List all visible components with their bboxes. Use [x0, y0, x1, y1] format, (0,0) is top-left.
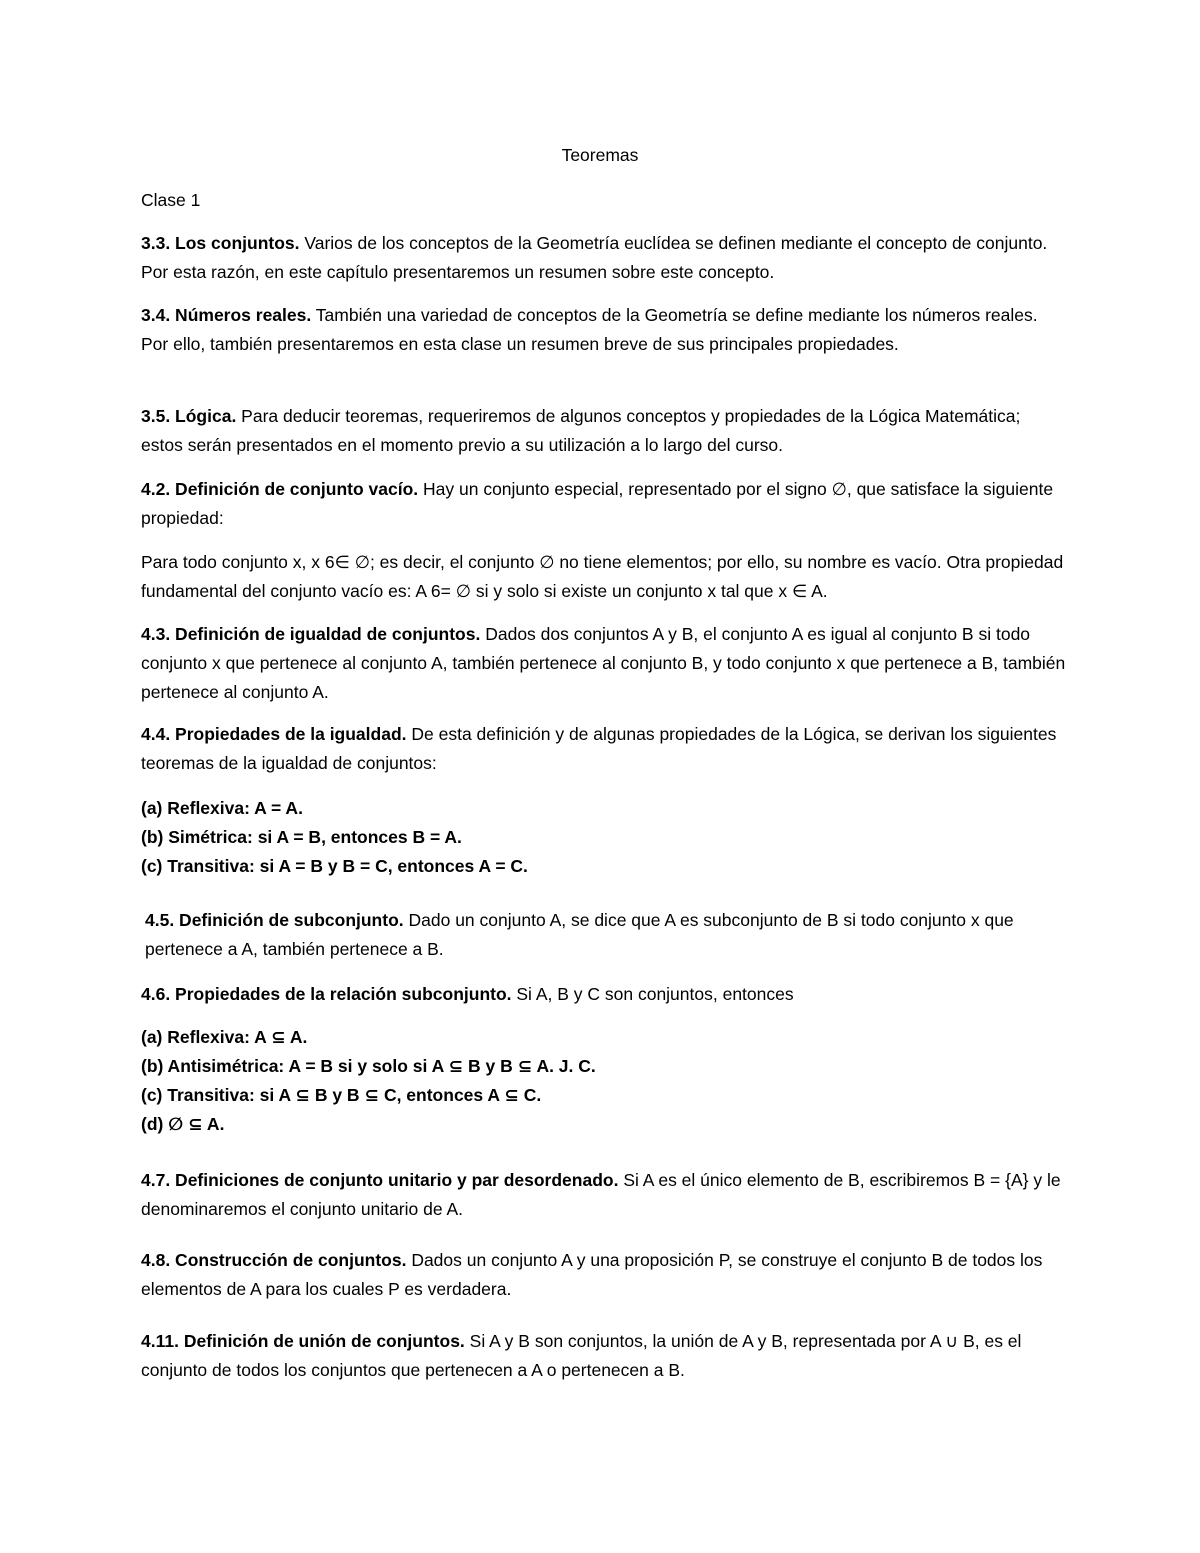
paragraph-text: Dado un conjunto A, se dice que A es subconjunto de B si todo conjunto x que pertenece a A, también pertenece a B. [145, 910, 1014, 959]
paragraph-4-4 [141, 720, 1066, 778]
paragraph-4-2 [141, 475, 1066, 533]
list-item: (c) Transitiva: si A ⊆ B y B ⊆ C, entonces A ⊆ C. [141, 1085, 542, 1105]
section-heading: Clase 1 [141, 190, 201, 210]
paragraph-4-11 [141, 1327, 1066, 1385]
paragraph-heading: 3.4. Números reales. [141, 305, 312, 325]
list-item: (b) Antisimétrica: A = B si y solo si A ⊆ B y B ⊆ A. J. C. [141, 1056, 596, 1076]
paragraph-text: Varios de los conceptos de la Geometría euclídea se definen mediante el concepto de conjunto. Por esta razón, en este capítulo presentaremos un resumen sobre este concepto. [141, 233, 1048, 282]
paragraph-text: Para todo conjunto x, x 6∈ ∅; es decir, el conjunto ∅ no tiene elementos; por ello, su nombre es vacío. Otra propiedad fundamental del conjunto vacío es: A 6= ∅ si y solo si existe un conjunto x tal que x ∈ A. [141, 552, 1064, 601]
paragraph-heading: 4.8. Construcción de conjuntos. [141, 1250, 407, 1270]
paragraph-3-5 [141, 402, 1066, 460]
paragraph-4-5 [145, 906, 1070, 964]
paragraph-3-3 [141, 229, 1066, 287]
list-item: (b) Simétrica: si A = B, entonces B = A. [141, 827, 462, 847]
paragraph-4-2-property [141, 548, 1066, 606]
paragraph-4-7 [141, 1166, 1066, 1224]
paragraph-text: Si A y B son conjuntos, la unión de A y B, representada por A ∪ B, es el conjunto de todos los conjuntos que pertenecen a A o pertenecen a B. [141, 1331, 1022, 1380]
paragraph-text: Hay un conjunto especial, representado por el signo ∅, que satisface la siguiente propiedad: [141, 479, 1054, 528]
paragraph-3-4 [141, 301, 1066, 359]
paragraph-text: También una variedad de conceptos de la Geometría se define mediante los números reales. Por ello, también presentaremos en esta clase un resumen breve de sus principales propiedades. [141, 305, 1038, 354]
paragraph-heading: 4.6. Propiedades de la relación subconjunto. [141, 984, 512, 1004]
paragraph-heading: 3.5. Lógica. [141, 406, 237, 426]
paragraph-4-6 [141, 980, 1066, 1009]
paragraph-heading: 4.11. Definición de unión de conjuntos. [141, 1331, 465, 1351]
paragraph-4-8 [141, 1246, 1066, 1304]
paragraph-text: Si A es el único elemento de B, escribiremos B = {A} y le denominaremos el conjunto unitario de A. [141, 1170, 1061, 1219]
paragraph-heading: 4.5. Definición de subconjunto. [145, 910, 404, 930]
paragraph-text: Para deducir teoremas, requeriremos de algunos conceptos y propiedades de la Lógica Matemática; estos serán presentados en el momento previo a su utilización a lo largo del curso. [141, 406, 1021, 455]
paragraph-heading: 3.3. Los conjuntos. [141, 233, 300, 253]
paragraph-heading: 4.3. Definición de igualdad de conjuntos. [141, 624, 481, 644]
list-item: (d) ∅ ⊆ A. [141, 1114, 225, 1134]
list-item: (a) Reflexiva: A ⊆ A. [141, 1027, 308, 1047]
list-item: (a) Reflexiva: A = A. [141, 798, 303, 818]
subset-properties-list [141, 1023, 1066, 1139]
paragraph-4-3 [141, 620, 1066, 707]
page-title: Teoremas [561, 145, 639, 165]
list-item: (c) Transitiva: si A = B y B = C, entonces A = C. [141, 856, 528, 876]
paragraph-text: Dados un conjunto A y una proposición P, se construye el conjunto B de todos los elementos de A para los cuales P es verdadera. [141, 1250, 1043, 1299]
equality-properties-list [141, 794, 1066, 881]
paragraph-heading: 4.2. Definición de conjunto vacío. [141, 479, 419, 499]
paragraph-text: Si A, B y C son conjuntos, entonces [511, 984, 794, 1004]
paragraph-text: Dados dos conjuntos A y B, el conjunto A es igual al conjunto B si todo conjunto x que pertenece al conjunto A, también pertenece al conjunto B, y todo conjunto x que pertenece a B, también pertenece al conjunto A. [141, 624, 1066, 702]
paragraph-heading: 4.4. Propiedades de la igualdad. [141, 724, 407, 744]
paragraph-text: De esta definición y de algunas propiedades de la Lógica, se derivan los siguientes teoremas de la igualdad de conjuntos: [141, 724, 1057, 773]
paragraph-heading: 4.7. Definiciones de conjunto unitario y par desordenado. [141, 1170, 619, 1190]
